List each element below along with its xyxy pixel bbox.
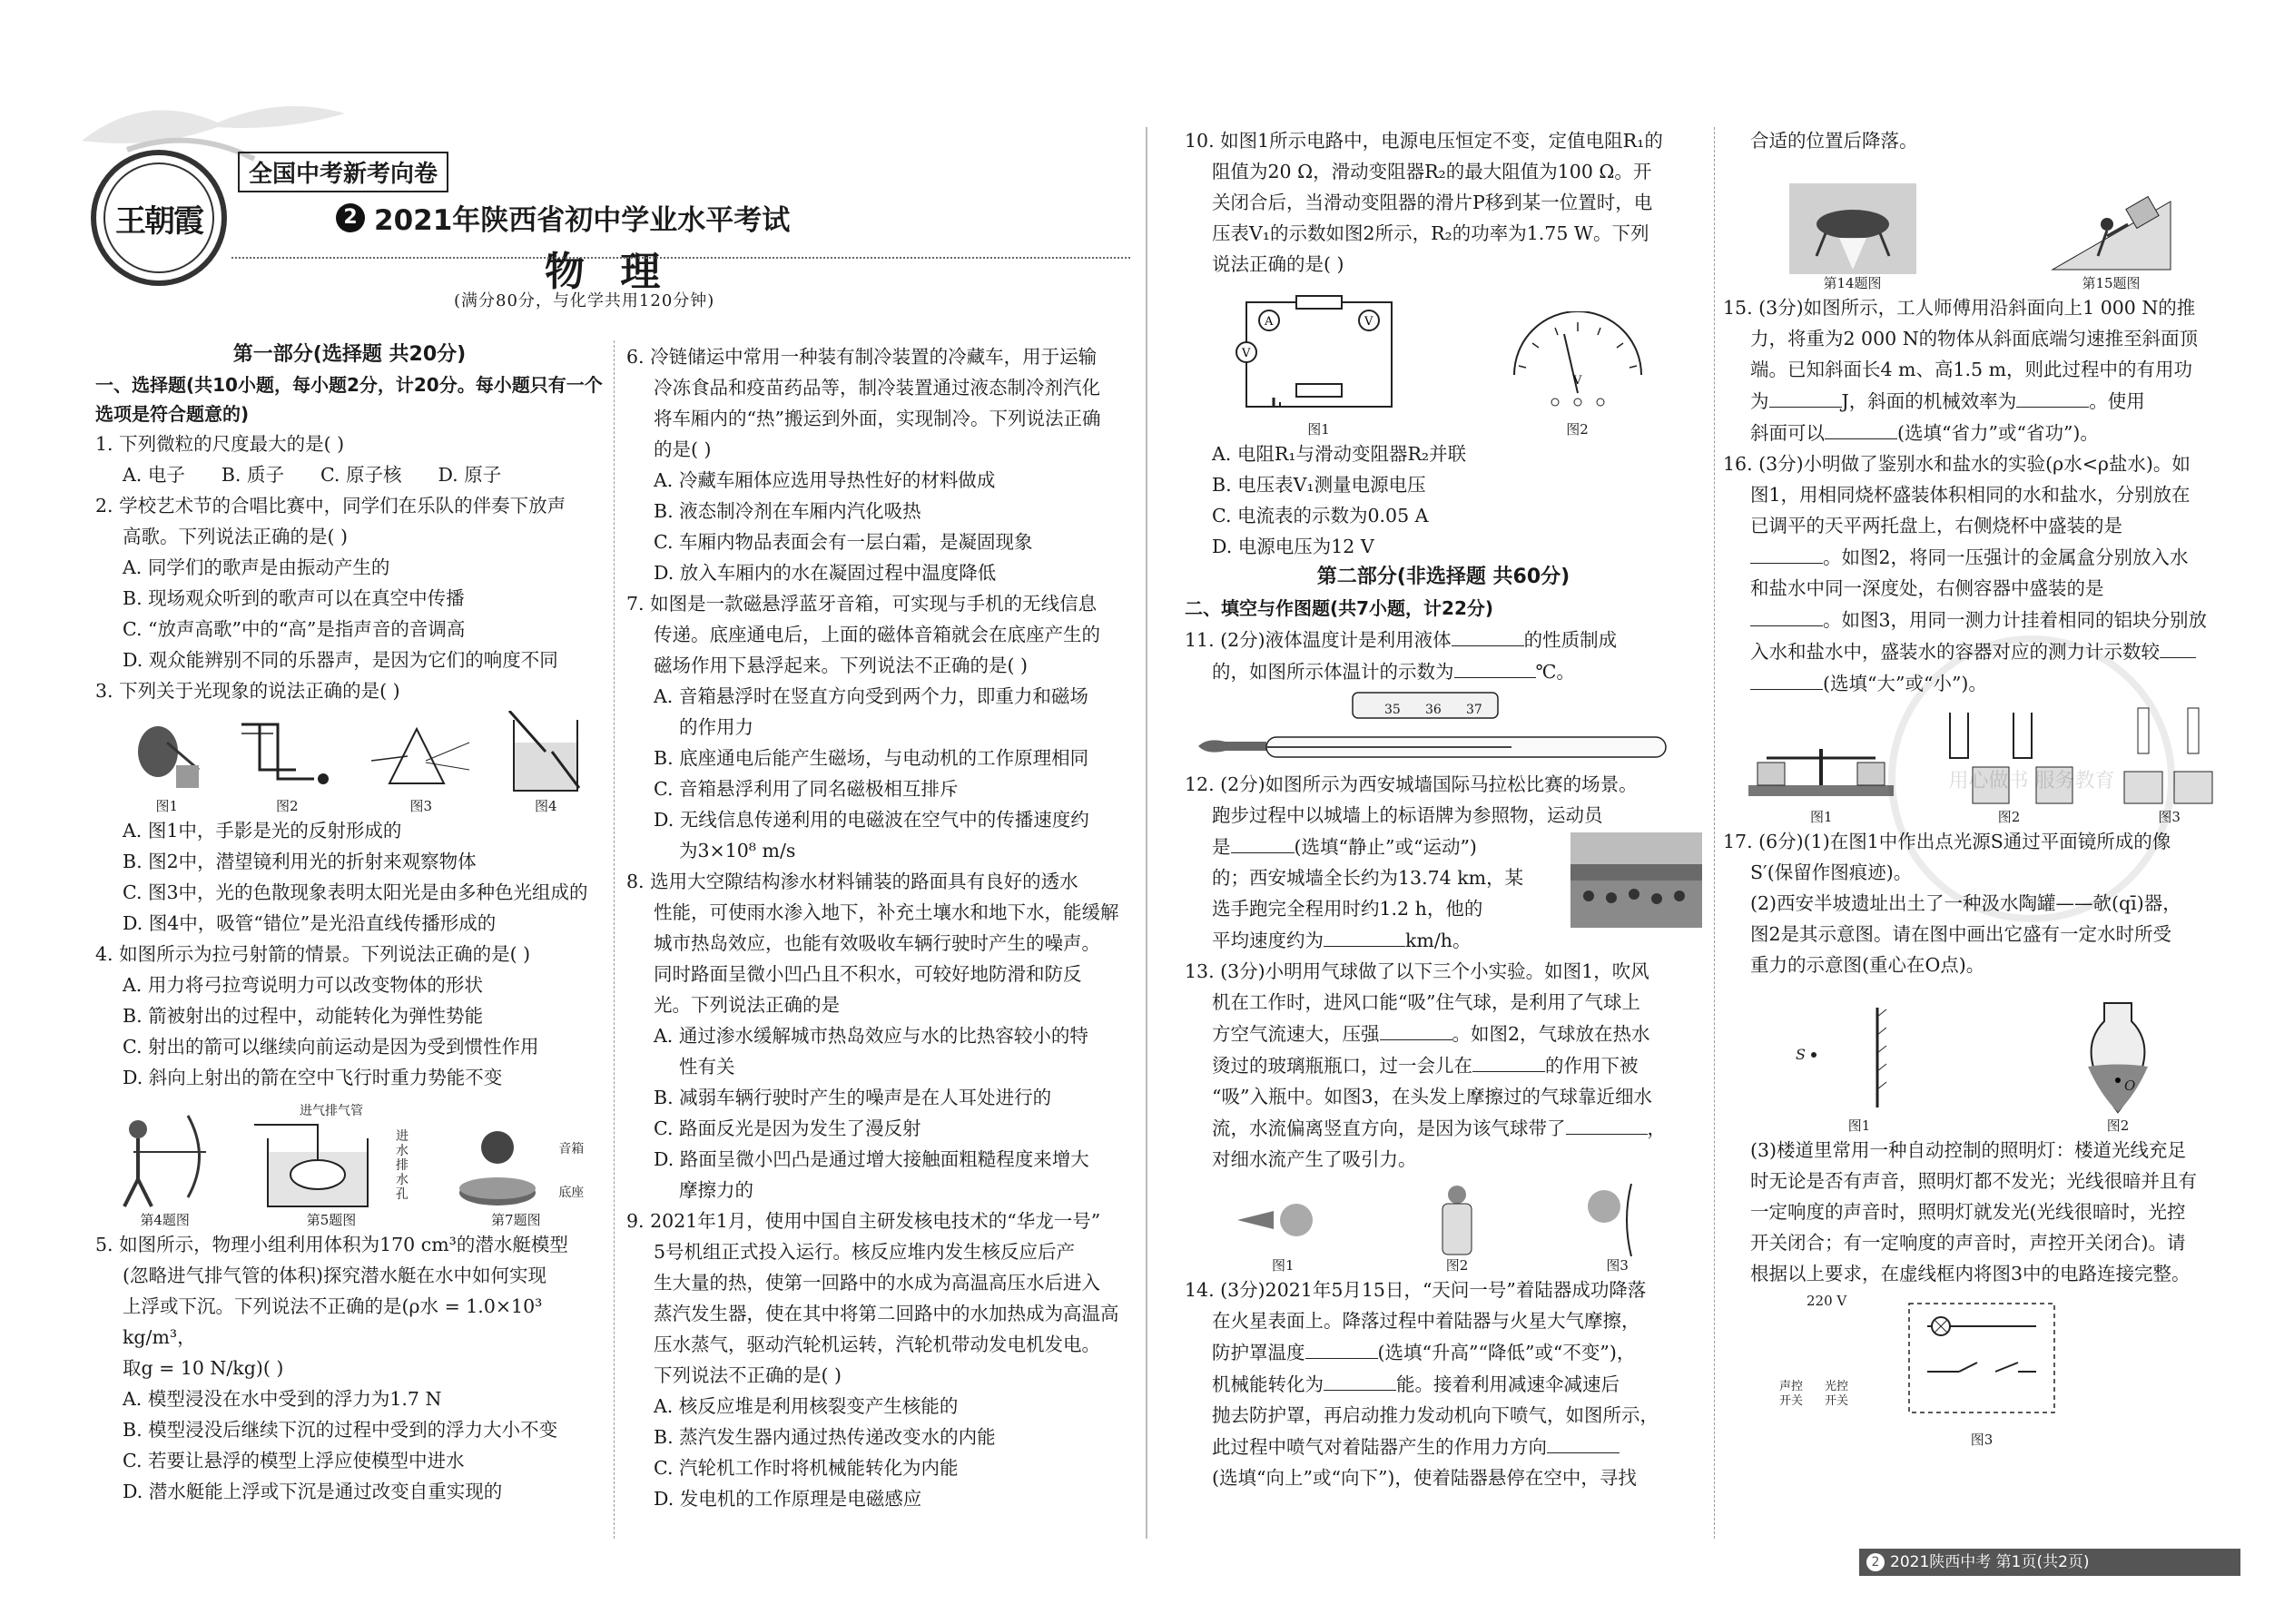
q10-stem-cont: 关闭合后，当滑动变阻器的滑片P移到某一位置时，电 — [1212, 192, 1653, 213]
q17-stem-cont: 时无论是否有声音，照明灯都不发光；光线很暗并且有 — [1750, 1170, 2197, 1192]
figure-q15: 第15题图 — [2048, 183, 2175, 292]
figure-q7: 第7题图 音箱 底座 — [448, 1120, 584, 1229]
option: B. 现场观众听到的歌声可以在真空中传播 — [123, 587, 465, 609]
option: B. 底座通电后能产生磁场，与电动机的工作原理相同 — [654, 747, 1089, 769]
charged-balloon-water-illustration — [1581, 1184, 1654, 1256]
q15-stem-cont: 力，将重为2 000 N的物体从斜面底端匀速推至斜面顶 — [1750, 328, 2199, 349]
svg-text:V: V — [1572, 374, 1581, 388]
q1-options — [95, 459, 604, 490]
q14-stem-cont: 在火星表面上。降落过程中着陆器与火星大气摩擦， — [1212, 1310, 1640, 1332]
option: C. 若要让悬浮的模型上浮应使模型中进水 — [123, 1450, 465, 1471]
option: B. 图2中，潜望镜利用光的折射来观察物体 — [123, 851, 477, 872]
option: C. 音箱悬浮利用了同名磁极相互排斥 — [654, 778, 959, 800]
option: A. 电子 — [123, 464, 185, 486]
q13-stem-cont: 对细水流产生了吸引力。 — [1212, 1148, 1417, 1170]
q16-line-7: 入水和盐水中，盛装水的容器对应的测力计示数较 — [1723, 635, 2240, 667]
option: A. 图1中，手影是光的反射形成的 — [123, 820, 402, 842]
q3-figure-1: 图1 — [131, 715, 203, 815]
q8-stem: 8. 选用大空隙结构渗水材料铺装的路面具有良好的透水 — [626, 871, 1078, 892]
tick-label-36: 36 — [1425, 703, 1442, 717]
q3-figures — [95, 706, 604, 815]
option: B. 液态制冷剂在车厢内汽化吸热 — [654, 500, 921, 522]
svg-text:A: A — [1264, 315, 1273, 329]
q17-stem-cont: (2)西安半坡遗址出土了一种汲水陶罐——欹(qī)器， — [1750, 892, 2181, 914]
q13-figure-2: 图2 — [1430, 1184, 1484, 1275]
option: C. 射出的箭可以继续向前运动是因为受到惯性作用 — [123, 1036, 539, 1058]
q12-stem: 12. (2分)如图所示为西安城墙国际马拉松比赛的场景。 — [1185, 773, 1638, 795]
q6-stem-cont: 冷冻食品和疫苗药品等，制冷装置通过液态制冷剂汽化 — [654, 377, 1100, 399]
q17-stem-cont: 重力的示意图(重心在O点)。 — [1750, 954, 1985, 976]
q10-stem: 10. 如图1所示电路中，电源电压恒定不变，定值电阻R₁的 — [1185, 130, 1663, 152]
subject-title: 物 理 — [545, 249, 672, 295]
q16-line-6: 。如图3，用同一测力计挂着相同的铝块分别放 — [1723, 604, 2240, 635]
q12-block — [1185, 769, 1702, 956]
water-hole-label: 进水排水孔 — [395, 1129, 409, 1202]
straw-in-glass-illustration — [505, 711, 586, 797]
q14-line-3: 防护罩温度 (选填“升高”“降低”或“不变”)， — [1185, 1336, 1702, 1368]
q10-stem-cont: 压表V₁的示数如图2所示，R₂的功率为1.75 W。下列 — [1212, 222, 1649, 244]
voltmeter-dial — [1501, 311, 1655, 420]
q17-stem-cont: 一定响度的声音时，照明灯就发光(光线很暗时，光控 — [1750, 1201, 2186, 1223]
q10-stem-cont: 说法正确的是( ) — [1212, 253, 1344, 275]
option: C. 电流表的示数为0.05 A — [1212, 505, 1429, 527]
option-cont: 性有关 — [679, 1056, 735, 1078]
column-divider — [614, 340, 615, 1539]
badge: 全国中考新考向卷 — [238, 152, 448, 192]
column-divider — [1714, 127, 1715, 1539]
q12-stem-cont: 选手跑完全程用时约1.2 h，他的 — [1212, 898, 1483, 920]
q3-figure-4: 图4 — [505, 711, 586, 815]
center-of-gravity-label: O — [2124, 1078, 2136, 1094]
section-2-title: 二、填空与作图题(共7小题，计22分) — [1185, 597, 1494, 619]
q14-q15-figures — [1723, 156, 2240, 292]
q16-line-4: 。如图2，将同一压强计的金属盒分别放入水 — [1723, 541, 2240, 573]
option: B. 电压表V₁测量电源电压 — [1212, 474, 1426, 496]
q7-stem-cont: 磁场作用下悬浮起来。下列说法不正确的是( ) — [654, 655, 1029, 676]
exam-number-badge: 2 — [336, 203, 365, 232]
option: D. 观众能辨别不同的乐器声，是因为它们的响度不同 — [123, 649, 558, 671]
q17-figure-1: S 图1 — [1787, 999, 1932, 1135]
q14-line-6: 此过程中喷气对着陆器产生的作用力方向 — [1185, 1431, 1702, 1462]
q13-stem: 13. (3分)小明用气球做了以下三个小实验。如图1，吹风 — [1185, 960, 1649, 982]
q8-stem-cont: 同时路面呈微小凹凸且不积水，可较好地防滑和防反 — [654, 963, 1082, 985]
figure-q5: 进气排气管 第5题图 进水排水孔 — [254, 1102, 409, 1229]
option: D. 电源电压为12 V — [1212, 536, 1374, 557]
figure-q14: 第14题图 — [1789, 183, 1916, 292]
logo-text: 王朝霞 — [115, 202, 202, 240]
hand-shadow-illustration — [131, 715, 203, 797]
q13-line-4: 烫过的玻璃瓶瓶口，过一会儿在 的作用下被 — [1185, 1049, 1702, 1081]
hairdryer-balloon-illustration — [1233, 1184, 1333, 1256]
option: A. 冷藏车厢体应选用导热性好的材料做成 — [654, 469, 996, 491]
option: D. 无线信息传递利用的电磁波在空气中的传播速度约 — [654, 809, 1089, 831]
q17-stem-cont: S′(保留作图痕迹)。 — [1750, 861, 1913, 883]
q12-stem-cont: 的；西安城墙全长约为13.74 km，某 — [1212, 867, 1524, 889]
option: A. 核反应堆是利用核裂变产生核能的 — [654, 1395, 959, 1417]
q11-line-1: 11. (2分)液体温度计是利用液体 的性质制成 — [1185, 624, 1702, 655]
q6-stem-cont: 将车厢内的“热”搬运到外面，实现制冷。下列说法正确 — [654, 408, 1101, 429]
option-cont: 为3×10⁸ m/s — [679, 840, 796, 861]
header-divider — [231, 257, 1130, 259]
option: D. 斜向上射出的箭在空中飞行时重力势能不变 — [123, 1067, 503, 1088]
option: C. 图3中，光的色散现象表明太阳光是由多种色光组成的 — [123, 881, 588, 903]
option-cont: 的作用力 — [679, 716, 753, 738]
tilting-vessel-illustration — [2059, 999, 2177, 1117]
q8-stem-cont: 性能，可使雨水渗入地下，补充土壤水和地下水，能缓解 — [654, 901, 1119, 923]
q10-figures — [1185, 280, 1702, 438]
q15-line-5: 斜面可以 (选填“省力”或“省功”)。 — [1723, 417, 2240, 448]
option: B. 质子 — [221, 464, 284, 486]
option: A. 通过渗水缓解城市热岛效应与水的比热容较小的特 — [654, 1025, 1088, 1047]
option: D. 路面呈微小凹凸是通过增大接触面粗糙程度来增大 — [654, 1148, 1089, 1170]
q13-figures — [1185, 1175, 1702, 1275]
column-1 — [95, 340, 604, 1507]
q14-continuation: 合适的位置后降落。 — [1750, 130, 1918, 152]
column-2 — [626, 341, 1135, 1514]
part-1-title: 第一部分(选择题 共20分) — [232, 343, 467, 366]
option: C. 路面反光是因为发生了漫反射 — [654, 1117, 921, 1139]
q13-stem-cont: 机在工作时，进风口能“吸”住气球，是利用了气球上 — [1212, 991, 1640, 1013]
option: A. 同学们的歌声是由振动产生的 — [123, 556, 390, 578]
q17-figure-2: O 图2 — [2059, 999, 2177, 1135]
q9-stem-cont: 5号机组正式投入运行。核反应堆内发生核反应后产 — [654, 1241, 1076, 1263]
q17-stem-cont: 开关闭合；有一定响度的声音时，声控开关闭合)。请 — [1750, 1232, 2186, 1254]
q14-line-4: 机械能转化为 能。接着利用减速伞减速后 — [1185, 1368, 1702, 1400]
q3-figure-2: 图2 — [237, 715, 337, 815]
pipe-label: 进气排气管 — [299, 1104, 363, 1118]
option-cont: 摩擦力的 — [679, 1179, 753, 1201]
option: B. 蒸汽发生器内通过热传递改变水的内能 — [654, 1426, 996, 1448]
q13-figure-1: 图1 — [1233, 1184, 1333, 1275]
mirror-point-source-illustration — [1787, 999, 1932, 1117]
q16-stem: 16. (3分)小明做了鉴别水和盐水的实验(ρ水<ρ盐水)。如 — [1723, 453, 2191, 475]
option: D. 放入车厢内的水在凝固过程中温度降低 — [654, 562, 997, 584]
option: C. 汽轮机工作时将机械能转化为内能 — [654, 1457, 959, 1479]
option: D. 图4中，吸管“错位”是光沿直线传播形成的 — [123, 912, 497, 934]
option: D. 发电机的工作原理是电磁感应 — [654, 1488, 922, 1510]
figure-q4: 第4题图 — [115, 1111, 215, 1229]
option: C. “放声高歌”中的“高”是指声音的音调高 — [123, 618, 466, 640]
q13-line-6: 流，水流偏离竖直方向，是因为该气球带了 ， — [1185, 1112, 1702, 1144]
option: A. 用力将弓拉弯说明力可以改变物体的形状 — [123, 974, 483, 996]
q4-stem: 4. 如图所示为拉弓射箭的情景。下列说法正确的是( ) — [95, 943, 531, 965]
q4-q5-q7-figures — [95, 1093, 604, 1229]
tick-label-37: 37 — [1466, 703, 1482, 717]
footer-number-badge: 2 — [1866, 1553, 1885, 1571]
light-circuit-diagram — [1891, 1294, 2072, 1431]
option: A. 音箱悬浮时在竖直方向受到两个力，即重力和磁场 — [654, 685, 1088, 707]
q9-stem-cont: 蒸汽发生器，使在其中将第二回路中的水加热成为高温高 — [654, 1303, 1119, 1324]
option: A. 模型浸没在水中受到的浮力为1.7 N — [123, 1388, 442, 1410]
q17-figures — [1723, 980, 2240, 1135]
q13-stem-cont: “吸”入瓶中。如图3，在头发上摩擦过的气球靠近细水 — [1212, 1086, 1653, 1107]
marathon-photo — [1570, 832, 1702, 928]
q14-stem-cont: (选填“向上”或“向下”)，使着陆器悬停在空中，寻找 — [1212, 1467, 1637, 1489]
q9-stem-cont: 压水蒸气，驱动汽轮机运转，汽轮机带动发电机发电。 — [654, 1334, 1100, 1355]
q2-stem-cont: 高歌。下列说法正确的是( ) — [123, 526, 349, 547]
option: C. 车厢内物品表面会有一层白霜，是凝固现象 — [654, 531, 1033, 553]
submarine-model-illustration — [254, 1120, 409, 1211]
q6-stem-cont: 的是( ) — [654, 438, 712, 460]
q12-stem-cont: 跑步过程中以城墙上的标语牌为参照物，运动员 — [1212, 804, 1603, 826]
q5-stem-cont: 上浮或下沉。下列说法不正确的是(ρ水 = 1.0×10³ kg/m³， — [123, 1295, 543, 1348]
q5-stem: 5. 如图所示，物理小组利用体积为170 cm³的潜水艇模型 — [95, 1234, 568, 1255]
q10-figure-2: V 图2 — [1501, 311, 1655, 438]
q5-stem-cont: 取g = 10 N/kg)( ) — [123, 1357, 284, 1379]
q15-stem: 15. (3分)如图所示，工人师傅用沿斜面向上1 000 N的推 — [1723, 297, 2196, 319]
q17-stem: 17. (6分)(1)在图1中作出点光源S通过平面镜所成的像 — [1723, 831, 2171, 852]
watermark: 用心做书 服务教育 — [1888, 635, 2175, 922]
column-3 — [1185, 125, 1702, 1493]
q13-line-3: 方空气流速大，压强 。如图2，气球放在热水 — [1185, 1018, 1702, 1049]
q7-stem: 7. 如图是一款磁悬浮蓝牙音箱，可实现与手机的无线信息 — [626, 593, 1098, 615]
exam-title: 2 2021年陕西省初中学业水平考试 — [336, 197, 790, 238]
q16-figure-2: 图2 — [1941, 704, 2077, 826]
periscope-illustration — [237, 715, 337, 797]
q17-stem-cont: 根据以上要求，在虚线框内将图3中的电路连接完整。 — [1750, 1263, 2191, 1284]
q15-stem-cont: 端。已知斜面长4 m、高1.5 m，则此过程中的有用功 — [1750, 359, 2193, 380]
prism-illustration — [371, 715, 471, 797]
q3-figure-3: 图3 — [371, 715, 471, 815]
q11-line-2: 的，如图所示体温计的示数为 ℃。 — [1185, 655, 1702, 687]
q16-line-8: (选填“大”或“小”)。 — [1723, 667, 2240, 699]
point-source-label: S — [1796, 1046, 1806, 1063]
circuit-diagram — [1233, 293, 1405, 420]
q1-stem: 1. 下列微粒的尺度最大的是( ) — [95, 433, 345, 455]
footer-text: 2021陕西中考 第1页(共2页) — [1890, 1553, 2090, 1571]
score-note: (满分80分，与化学共用120分钟) — [454, 291, 715, 310]
q9-stem-cont: 生大量的热，使第一回路中的水成为高温高压水后进入 — [654, 1272, 1100, 1294]
q6-stem: 6. 冷链储运中常用一种装有制冷装置的冷藏车，用于运输 — [626, 346, 1098, 368]
q12-line-3: 是 (选填“静止”或“运动”) — [1185, 831, 1702, 862]
q9-stem: 9. 2021年1月，使用中国自主研发核电技术的“华龙一号” — [626, 1210, 1101, 1232]
q8-stem-cont: 城市热岛效应，也能有效吸收车辆行驶时产生的噪声。 — [654, 932, 1100, 954]
option: A. 电阻R₁与滑动变阻器R₂并联 — [1212, 443, 1467, 465]
voltage-label: 220 V — [1807, 1293, 1847, 1309]
clinical-thermometer — [1185, 687, 1693, 769]
q10-figure-1: A V V 图1 — [1233, 293, 1405, 438]
q14-stem: 14. (3分)2021年5月15日，“天问一号”着陆器成功降落 — [1185, 1279, 1647, 1301]
archer-illustration — [115, 1111, 215, 1211]
section-1-title: 一、选择题(共10小题，每小题2分，计20分。每小题只有一个选项是符合题意的) — [95, 374, 603, 425]
option: B. 减弱车辆行驶时产生的噪声是在人耳处进行的 — [654, 1087, 1052, 1108]
option: D. 原子 — [438, 464, 502, 486]
q13-figure-3: 图3 — [1581, 1184, 1654, 1275]
bottle-balloon-illustration — [1430, 1184, 1484, 1256]
tick-label-35: 35 — [1384, 703, 1401, 717]
header — [73, 86, 1135, 313]
footer-bar — [1859, 1549, 2240, 1576]
q7-stem-cont: 传递。底座通电后，上面的磁体音箱就会在底座产生的 — [654, 624, 1100, 645]
balance-illustration — [1744, 722, 1898, 808]
lander-photo — [1789, 183, 1916, 274]
q17-stem-cont: 图2是其示意图。请在图中画出它盛有一定水时所受 — [1750, 923, 2172, 945]
column-divider — [1146, 127, 1147, 1539]
q15-line-4: 为 J，斜面的机械效率为 。使用 — [1723, 385, 2240, 417]
base-label: 底座 — [558, 1186, 585, 1200]
svg-text:V: V — [1364, 315, 1373, 329]
q2-stem: 2. 学校艺术节的合唱比赛中，同学们在乐队的伴奏下放声 — [95, 495, 566, 517]
option: B. 模型浸没后继续下沉的过程中受到的浮力大小不变 — [123, 1419, 558, 1441]
q10-stem-cont: 阻值为20 Ω，滑动变阻器R₂的最大阻值为100 Ω。开 — [1212, 161, 1652, 182]
q16-stem-cont: 图1，用相同烧杯盛装体积相同的水和盐水，分别放在 — [1750, 484, 2191, 506]
q9-stem-cont: 下列说法不正确的是( ) — [654, 1364, 842, 1386]
thermometer-figure — [1185, 687, 1702, 769]
q17-stem-cont: (3)楼道里常用一种自动控制的照明灯：楼道光线充足 — [1750, 1139, 2187, 1161]
light-switch-label: 光控开关 — [1825, 1380, 1849, 1408]
q16-stem-cont: 已调平的天平两托盘上，右侧烧杯中盛装的是 — [1750, 515, 2122, 536]
logo — [91, 150, 227, 286]
q5-stem-cont: (忽略进气排气管的体积)探究潜水艇在水中如何实现 — [123, 1265, 546, 1286]
speaker-label: 音箱 — [558, 1142, 585, 1156]
q16-stem-cont: 和盐水中同一深度处，右侧容器中盛装的是 — [1750, 577, 2104, 599]
part-2-title: 第二部分(非选择题 共60分) — [1316, 566, 1570, 588]
svg-text:V: V — [1241, 347, 1250, 360]
q14-stem-cont: 抛去防护罩，再启动推力发动机向下喷气，如图所示， — [1212, 1404, 1659, 1426]
q16-figure-3: 图3 — [2120, 704, 2220, 826]
q16-figure-1: 图1 — [1744, 722, 1898, 826]
option: D. 潜水艇能上浮或下沉是通过改变自重实现的 — [123, 1481, 503, 1502]
sound-switch-label: 声控开关 — [1779, 1380, 1804, 1408]
q8-stem-cont: 光。下列说法正确的是 — [654, 994, 840, 1016]
option: B. 箭被射出的过程中，动能转化为弹性势能 — [123, 1005, 484, 1027]
option: C. 原子核 — [320, 464, 402, 486]
q3-stem: 3. 下列关于光现象的说法正确的是( ) — [95, 680, 400, 702]
q12-line-6: 平均速度约为 km/h。 — [1185, 924, 1702, 956]
incline-push-illustration — [2048, 183, 2175, 274]
q17-figure-3: 220 V 声控开关 光控开关 图3 — [1723, 1294, 2240, 1449]
